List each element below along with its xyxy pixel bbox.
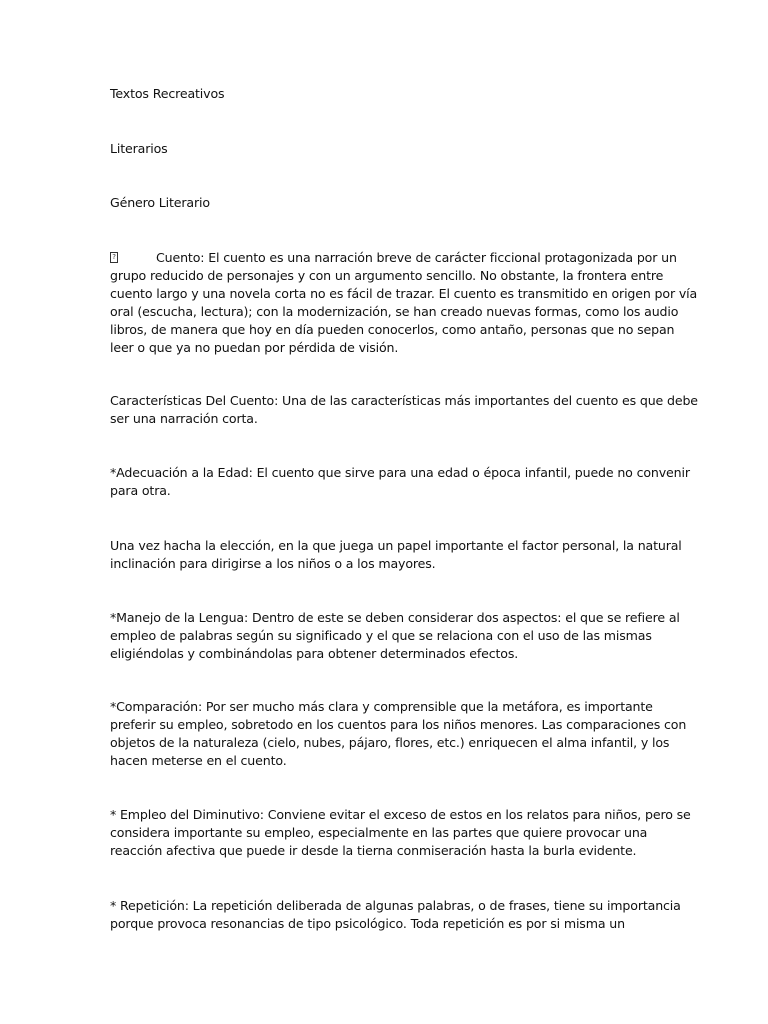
paragraph-line: considera importante su empleo, especialmente en las partes que quiere provocar una bbox=[110, 825, 648, 840]
paragraph-line: ser una narración corta. bbox=[110, 411, 258, 426]
paragraph-adecuacion bbox=[110, 464, 690, 500]
paragraph-caracteristicas bbox=[110, 392, 698, 428]
paragraph-repeticion bbox=[110, 897, 681, 933]
paragraph-line: oral (escucha, lectura); con la modernización, se han creado nuevas formas, como los audio bbox=[110, 304, 679, 319]
heading-genero-literario bbox=[110, 194, 662, 212]
paragraph-line: Características Del Cuento: Una de las características más importantes del cuento es que debe bbox=[110, 393, 698, 408]
heading-textos-recreativos bbox=[110, 85, 662, 103]
heading-literarios bbox=[110, 140, 662, 158]
paragraph-line: inclinación para dirigirse a los niños o a los mayores. bbox=[110, 556, 436, 571]
paragraph-line: cuento largo y una novela corta no es fácil de trazar. El cuento es transmitido en origen por vía bbox=[110, 286, 698, 301]
paragraph-line: * Repetición: La repetición deliberada de algunas palabras, o de frases, tiene su importancia bbox=[110, 898, 681, 913]
heading-line: Literarios bbox=[110, 141, 168, 156]
paragraph-line: grupo reducido de personajes y con un argumento sencillo. No obstante, la frontera entre bbox=[110, 268, 664, 283]
paragraph-cuento bbox=[110, 267, 698, 357]
paragraph-line: leer o que ya no puedan por pérdida de visión. bbox=[110, 340, 399, 355]
paragraph-line: *Manejo de la Lengua: Dentro de este se deben considerar dos aspectos: el que se refiere al bbox=[110, 610, 680, 625]
paragraph-line: hacen meterse en el cuento. bbox=[110, 753, 287, 768]
paragraph-line: libros, de manera que hoy en día pueden conocerlos, como antaño, personas que no sepan bbox=[110, 322, 675, 337]
paragraph-line: preferir su empleo, sobretodo en los cuentos para los niños menores. Las comparaciones con bbox=[110, 717, 687, 732]
paragraph-line: porque provoca resonancias de tipo psicológico. Toda repetición es por si misma un bbox=[110, 916, 625, 931]
paragraph-eleccion bbox=[110, 537, 682, 573]
heading-line: Género Literario bbox=[110, 195, 210, 210]
paragraph-comparacion bbox=[110, 698, 687, 770]
paragraph-line: empleo de palabras según su significado y el que se relaciona con el uso de las mismas bbox=[110, 628, 652, 643]
paragraph-line: Cuento: El cuento es una narración breve de carácter ficcional protagonizada por un bbox=[156, 250, 677, 265]
missing-glyph-bullet-icon: ? bbox=[110, 252, 118, 263]
paragraph-diminutivo bbox=[110, 806, 691, 860]
paragraph-line: para otra. bbox=[110, 483, 171, 498]
paragraph-line: *Adecuación a la Edad: El cuento que sirve para una edad o época infantil, puede no convenir bbox=[110, 465, 690, 480]
paragraph-manejo-lengua bbox=[110, 609, 680, 663]
paragraph-line: * Empleo del Diminutivo: Conviene evitar el exceso de estos en los relatos para niños, pero se bbox=[110, 807, 691, 822]
paragraph-line: *Comparación: Por ser mucho más clara y comprensible que la metáfora, es importante bbox=[110, 699, 653, 714]
cuento-first-line bbox=[110, 249, 677, 267]
paragraph-line: Una vez hacha la elección, en la que juega un papel importante el factor personal, la natural bbox=[110, 538, 682, 553]
paragraph-line: objetos de la naturaleza (cielo, nubes, pájaro, flores, etc.) enriquecen el alma infantil, y los bbox=[110, 735, 670, 750]
heading-line: Textos Recreativos bbox=[110, 86, 225, 101]
paragraph-line: reacción afectiva que puede ir desde la tierna conmiseración hasta la burla evidente. bbox=[110, 843, 637, 858]
paragraph-line: eligiéndolas y combinándolas para obtener determinados efectos. bbox=[110, 646, 519, 661]
